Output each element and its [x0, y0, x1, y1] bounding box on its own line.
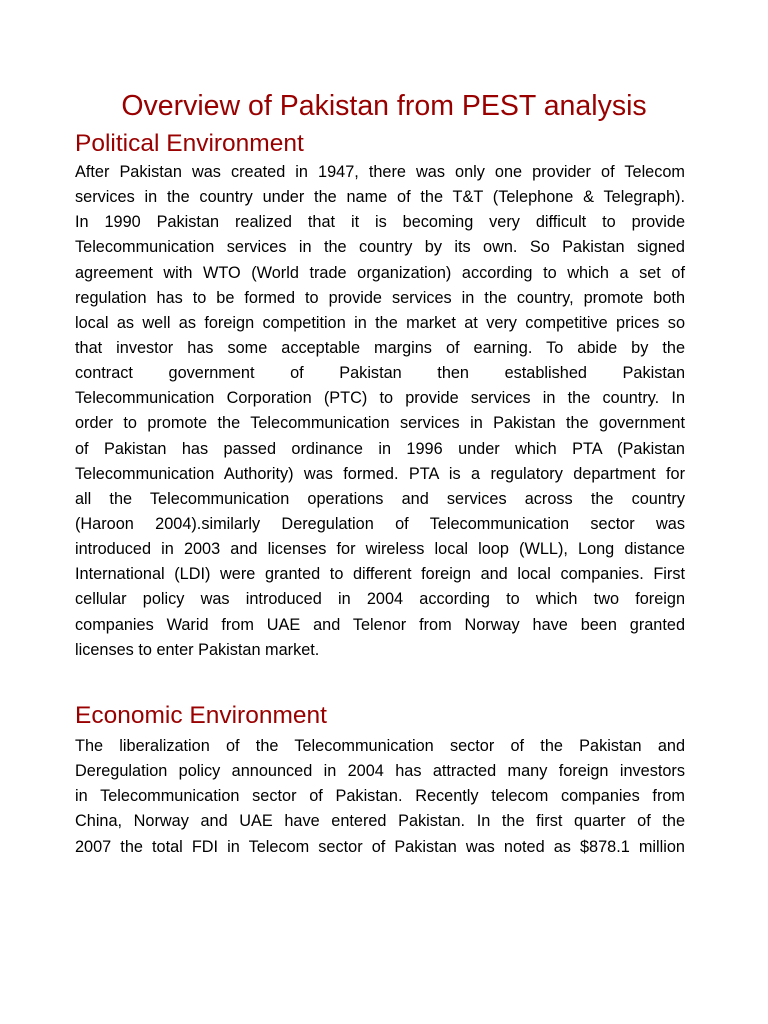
paragraph-line: The liberalization of the Telecommunication sector of the Pakistan and [75, 737, 685, 755]
paragraph-line: cellular policy was introduced in 2004 according to which two foreign [75, 590, 685, 609]
paragraph-line: Telecommunication services in the country by its own. So Pakistan signed [75, 238, 685, 257]
paragraph-line: (Haroon 2004).similarly Deregulation of Telecommunication sector was [75, 514, 685, 533]
paragraph-line: of Pakistan has passed ordinance in 1996 under which PTA (Pakistan [75, 439, 685, 458]
paragraph-line: that investor has some acceptable margins of earning. To abide by the [75, 338, 685, 357]
paragraph-line: licenses to enter Pakistan market. [75, 640, 320, 659]
paragraph-line: agreement with WTO (World trade organization) according to which a set of [75, 263, 685, 282]
paragraph-line: International (LDI) were granted to different foreign and local companies. First [75, 565, 685, 584]
paragraph-line: companies Warid from UAE and Telenor from Norway have been granted [75, 615, 685, 634]
paragraph-line: Telecommunication Corporation (PTC) to provide services in the country. In [75, 389, 685, 408]
paragraph-line: all the Telecommunication operations and services across the country [75, 489, 685, 508]
section-paragraph-economic [75, 734, 685, 860]
paragraph-line: in Telecommunication sector of Pakistan. Recently telecom companies from [75, 787, 685, 806]
paragraph-line: contract government of Pakistan then established Pakistan [75, 364, 685, 383]
paragraph-line: China, Norway and UAE have entered Pakistan. In the first quarter of the [75, 812, 685, 831]
section-heading-political: Political Environment [75, 130, 304, 157]
paragraph-line: services in the country under the name of the T&T (Telephone & Telegraph). [75, 188, 685, 207]
paragraph-line: 2007 the total FDI in Telecom sector of Pakistan was noted as $878.1 million [75, 837, 685, 856]
document-title: Overview of Pakistan from PEST analysis [121, 90, 647, 122]
paragraph-line: introduced in 2003 and licenses for wireless local loop (WLL), Long distance [75, 540, 685, 559]
section-paragraph-political [75, 160, 685, 663]
paragraph-line: Telecommunication Authority) was formed. PTA is a regulatory department for [75, 464, 685, 483]
section-heading-economic: Economic Environment [75, 702, 327, 729]
paragraph-line: Deregulation policy announced in 2004 has attracted many foreign investors [75, 762, 685, 781]
paragraph-line: After Pakistan was created in 1947, there was only one provider of Telecom [75, 163, 685, 181]
paragraph-line: In 1990 Pakistan realized that it is becoming very difficult to provide [75, 213, 685, 232]
paragraph-line: regulation has to be formed to provide services in the country, promote both [75, 288, 685, 307]
paragraph-line: order to promote the Telecommunication services in Pakistan the government [75, 414, 685, 433]
paragraph-line: local as well as foreign competition in the market at very competitive prices so [75, 313, 685, 332]
